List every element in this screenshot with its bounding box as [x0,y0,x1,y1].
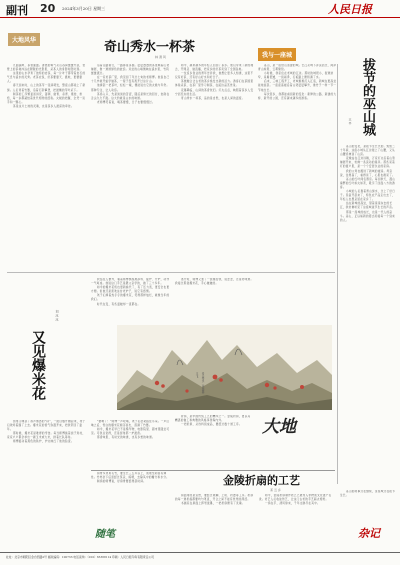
top-article-col-4: 巫山，是一座依山而建的城。长江从城下奔流而过，两岸青山如黛，云雾缭绕。 小时候，我家住在老城的江边。那时的城很小，街道狭窄，房屋低矮，一到雨季，石板路上便积满了水。 后来，三峡工程开工，老城渐渐沉入江底，新城在更高处拔地而起。一座座高楼沿着山势层层攀升，像竹子一样一节一节地生长。 每次回乡，我都能看到新的变化：新修的公路、新建的大桥、新开的公园，还有越来越多的游客。 [258,64,337,100]
left-article-title: 又见爆米花 [30,330,46,400]
bottom-article-title: 金陵折扇的工艺 [223,474,300,487]
masthead-logo: 人民日报 [328,3,372,16]
left-article-body-1: 街角又响起了那声熟悉的"砰"，一团白烟升腾起来，孩子们欢呼着围了上去。爆米花的香气弥漫开来，把我带回了童年。 那时候，爆米花是难得的零食。每当师傅挑着担子进村，家家户户都会拿出一碗玉米或大米，排着长队等待。 师傅摇动着黑色的铁炉，炉火映红了他的脸庞。 [7,420,86,444]
top-article-col-3: 如今，越来越多的年轻人回到了茶乡。他们带来了新的理念，开网店、做直播，把家乡的好茶卖到了全国各地。 一位返乡创业的青年告诉我，他想让更多人知道，这里不仅有好茶，还有好山好水和好日子。 茶旅融合让古老的茶乡焕发出新的活力。游客们在茶园里体验采茶，在茶厂里学习制茶，在溪边品茗赏景。 夜幕降临，山间的茶香依旧。灯火点点，映照着茶乡人安宁而充实的生活。 奇山秀水一杯茶，品的是自然，也是人间的温度。 [175,64,254,100]
landscape-painting [117,325,332,410]
footer-divider [0,552,400,553]
column-mark-zaji: 杂记 [358,527,380,540]
section-mark-dadi: 大地 [262,417,296,437]
right-article-title: 拔节的巫山城 [360,58,375,136]
section-label: 副刊 [6,4,28,17]
page-header [0,0,400,18]
painting-caption: 奇山秀水（中国画） [201,372,204,396]
column-tag-right: 我与一座城 [258,48,296,61]
top-article-col-2: 沿着山路前行，一路都是茶园。层层叠叠的茶垄顺着山势铺展，像一道道绿色的波浪。远处的山峰倒映在溪水里，竹筏缓缓漂过。 在一家老茶厂里，我见到了年过七旬的老师傅。他说自己十几岁就开始学做茶，一辈子没有离开过这片山。 他捧起一把茶叶，轻轻一嗅，便能说出它的火候与年份。那种专注，让人动容。 茶汤入口，先是淡淡的苦涩，随后是绵长的回甘，岩韵在舌尖久久不散。这大约就是山水的味道。 老师傅笑着说，喝茶要慢，日子也要慢慢过。 [91,64,170,104]
left-article-author: 刘 冰 冰 [55,310,59,321]
issue-date: 2024年3月20日 星期三 [62,6,106,11]
bottom-article-author: 邓 云 乡 [270,488,281,492]
right-column-divider [337,64,338,484]
left-article-body-2: "要响了！"师傅一声吆喝，孩子们赶紧捂住耳朵。一声巨响之后，雪白的爆米花倾泻而出，落满了竹篓。 如今，爆米花早已不是稀罕物，电影院里、超市里随处可见。可我总觉得，还是街角那一炉最香。 那香味里，有时光的味道，也有乡愁的味道。 [91,420,170,440]
top-article-title: 奇山秀水一杯茶 [104,40,196,55]
page-footer: 社址：北京市朝阳区金台西路2号 邮政编码：100733 电话查询：（010）65368114 印刷：人民日报印务有限责任公司 [6,555,154,559]
bottom-article-body-1: 扇骨多选用毛竹，要生长三五年以上，质地坚韧而有弹性。竹材砍下后需经过蒸煮、晾晒，去除其中的糖分和水分。 制扇的师傅说，好扇骨要经得起时间。 [91,472,170,484]
header-divider [0,17,400,18]
right-article-body: 巫山的变化，是拔节生长式的。短短二十年间，这座小城从江边爬上了山腰，又从山腰延伸到了山顶。 夜晚站在江边远眺，万家灯火沿着山势铺展开来，仿佛一条流动的星河。那些亮着灯的窗户里，是一个个安居乐业的家庭。 我的父母也搬进了新城的楼房。母亲说，住得高了，看得远了，心里也敞亮了。 巫山的红叶闻名遐迩。每到秋天，漫山遍野的红叶如火如荼，吸引了四面八方的游客。 小城的人们靠着青山绿水，过上了好日子。民宿开起来了，特色农产品走出去了，年轻人也愿意留在家乡了。 站在新城的高处，望着滚滚东去的长江，我仿佛听见了这座城拔节生长的声音。 那是一座城的成长，也是一代人的奋斗。巫山，正以崭新的姿态迎接每一个到来的人。 [340,145,396,222]
bottom-article-body-2: 扇面用的是宣纸，要经过裱糊、上矾、折叠等工序。折扇的每一道折痕都要均匀笔直，开合之间不能有丝毫的滞涩。 书画家在扇面上挥毫泼墨，一把折扇便有了灵魂。 [175,494,254,506]
right-article-end: 巫山的故事还在继续，这座城还在拔节生长。 [340,490,396,498]
page-number: 20 [40,2,56,15]
bottom-article-body-3: 如今，金陵折扇制作技艺已被列入非物质文化遗产名录。老艺人们收徒传艺，让这门古老的手艺薪火相传。 一扇在手，清风徐来，千年文脉尽在其中。 [259,494,332,506]
column-tag-top: 大地风华 [8,33,40,46]
top-article-author: 林 清 风 [155,55,166,59]
bottom-article-intro: 折扇，是中国传统工艺的精华之一。金陵折扇，更以其精湛的做工和典雅的风格享誉海内外。 一把折扇，从选料到成品，要经过数十道工序。 [175,415,251,427]
column-mark-suibi: 随笔 [95,529,115,540]
left-article-body-3: 我站在人群外，看着师傅熟练地添料、摇炉、开炉，动作一气呵成。他说这门手艺是跟父亲学的，做了三十多年。 如今的爆米花机也更新换代了，有了压力表，更安全也更方便。但他还是喜欢这台老炉子，说它有感情。 孩子们捧着热乎乎的爆米花，笑得那样灿烂，就像当年的我们。 时代在变，有些温暖却一直都在。 [91,278,170,306]
top-article-col-1: 九曲溪畔，茶香氤氲。清晨的雾气从山谷间缓缓升起，岩壁上的茶树沐浴在朦胧的光影里，采茶人的身影时隐时现。 这里的山水孕育了独特的岩茶，每一片叶子都带着岩石的气息与溪水的灵秀。老茶农说，好茶要靠天、靠地，更要靠人。 春天到来时，山上的茶芽一夜间萌发，整座山都染上了新绿。人们背着竹篓，沿着石阶攀登，把最嫩的芽叶采下。 制茶的工序繁复而讲究，萎凋、做青、杀青、揉捻、烘焙，每一步都凝结着世代相传的经验。火候的把握，全凭一双手和一颗心。 茶是这片土地的灵魂，也是茶乡人最深的牵挂。 [7,64,86,108]
painting-author: 王 飞 [195,372,198,379]
top-section-divider [7,272,335,273]
painting-image [117,325,332,410]
bottom-section-divider [91,470,335,471]
left-article-body-4: 离开时，师傅又装了一袋塞给我，说尝尝，还是老味道。我接过那袋爆米花，手心暖暖的。 [175,278,254,286]
right-article-author: 王 平 [348,118,352,125]
